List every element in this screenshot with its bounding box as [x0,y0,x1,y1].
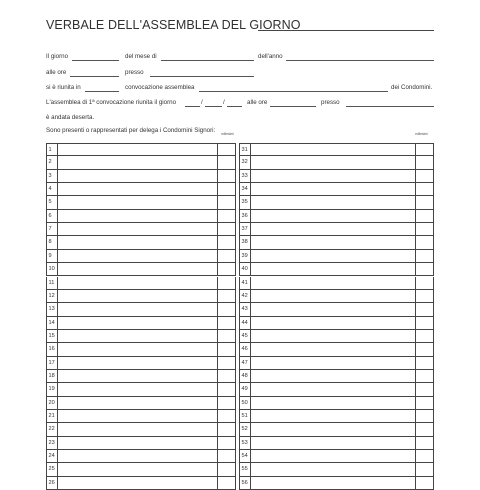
row-number: 51 [240,410,251,422]
table-row [239,450,434,463]
label-il-giorno: Il giorno [46,53,69,60]
table-row [239,183,434,196]
condomino-name-cell[interactable] [251,223,416,235]
table-row [46,370,236,383]
row-number: 10 [47,263,58,275]
millesimi-cell[interactable] [416,263,433,275]
condomino-name-cell[interactable] [58,196,218,208]
row-number: 15 [47,330,58,342]
condomino-name-cell[interactable] [251,303,416,315]
condomino-name-cell[interactable] [58,183,218,195]
label-si-e-riunita-in: si è riunita in [46,84,81,91]
table-row [239,236,434,249]
label-dei-condomini: dei Condomini. [391,84,433,91]
row-number: 9 [47,250,58,262]
millesimi-cell[interactable] [218,437,235,449]
condomino-name-cell[interactable] [58,170,218,182]
table-row [46,210,236,223]
row-number: 50 [240,397,251,409]
table-row [46,477,236,490]
millesimi-cell[interactable] [416,477,433,489]
table-row [239,317,434,330]
row-number: 14 [47,317,58,329]
row-number: 56 [240,477,251,489]
millesimi-cell[interactable] [218,210,235,222]
table-row [46,143,236,156]
field-ore-line [70,76,119,77]
millesimi-cell[interactable] [218,397,235,409]
millesimi-cell[interactable] [218,196,235,208]
condomino-name-cell[interactable] [251,370,416,382]
table-row [239,303,434,316]
table-row [239,477,434,490]
table-row [239,156,434,169]
millesimi-cell[interactable] [218,357,235,369]
millesimi-cell[interactable] [416,317,433,329]
row-number: 24 [47,450,58,462]
table-row [239,463,434,476]
mil-header-left: millesimi [221,132,234,136]
title-date-line [258,30,434,31]
condomino-name-cell[interactable] [251,450,416,462]
row-number: 52 [240,423,251,435]
millesimi-cell[interactable] [218,423,235,435]
table-row [46,183,236,196]
row-number: 48 [240,370,251,382]
row-number: 1 [47,144,58,155]
millesimi-cell[interactable] [416,357,433,369]
row-number: 18 [47,370,58,382]
condomino-name-cell[interactable] [251,196,416,208]
table-row [239,410,434,423]
table-row [239,250,434,263]
condomino-name-cell[interactable] [58,330,218,342]
field-anno-line [286,60,434,61]
millesimi-cell[interactable] [416,250,433,262]
date-slash-2: / [223,99,225,106]
row-number: 12 [47,290,58,302]
row-number: 3 [47,170,58,182]
row-number: 41 [240,277,251,289]
field-mese-line [161,60,254,61]
table-row [46,410,236,423]
table-row [239,196,434,209]
row-number: 49 [240,383,251,395]
millesimi-cell[interactable] [218,250,235,262]
table-row [46,290,236,303]
millesimi-cell[interactable] [218,277,235,289]
table-row [46,170,236,183]
table-row [46,423,236,436]
millesimi-cell[interactable] [416,423,433,435]
row-number: 36 [240,210,251,222]
condomino-name-cell[interactable] [58,463,218,475]
table-row [239,397,434,410]
condomino-name-cell[interactable] [58,437,218,449]
table-row [239,210,434,223]
table-row [46,277,236,290]
millesimi-cell[interactable] [218,236,235,248]
condomino-name-cell[interactable] [251,317,416,329]
row-number: 20 [47,397,58,409]
condomino-name-cell[interactable] [58,370,218,382]
millesimi-cell[interactable] [218,263,235,275]
condomino-name-cell[interactable] [251,343,416,355]
label-presso: presso [125,69,144,76]
millesimi-cell[interactable] [416,196,433,208]
condomino-name-cell[interactable] [58,144,218,155]
millesimi-cell[interactable] [416,397,433,409]
field-month-line [205,106,222,107]
row-number: 55 [240,463,251,475]
row-number: 23 [47,437,58,449]
row-number: 6 [47,210,58,222]
table-row [239,357,434,370]
millesimi-cell[interactable] [416,450,433,462]
table-row [46,317,236,330]
row-number: 40 [240,263,251,275]
row-number: 31 [240,144,251,155]
millesimi-cell[interactable] [416,183,433,195]
table-row [239,383,434,396]
row-number: 26 [47,477,58,489]
condomino-name-cell[interactable] [58,250,218,262]
condomino-name-cell[interactable] [58,410,218,422]
field-day-line [185,106,200,107]
row-number: 39 [240,250,251,262]
millesimi-cell[interactable] [218,410,235,422]
millesimi-cell[interactable] [218,170,235,182]
row-number: 53 [240,437,251,449]
row-number: 13 [47,303,58,315]
millesimi-cell[interactable] [416,330,433,342]
row-number: 21 [47,410,58,422]
condomino-name-cell[interactable] [251,477,416,489]
condomino-name-cell[interactable] [58,477,218,489]
millesimi-cell[interactable] [218,383,235,395]
table-row [46,437,236,450]
millesimi-cell[interactable] [416,156,433,168]
condomino-name-cell[interactable] [251,156,416,168]
row-number: 5 [47,196,58,208]
table-row [46,397,236,410]
millesimi-cell[interactable] [218,370,235,382]
condomino-name-cell[interactable] [251,330,416,342]
table-row [239,437,434,450]
condomino-name-cell[interactable] [58,343,218,355]
row-number: 37 [240,223,251,235]
table-row [46,343,236,356]
condomino-name-cell[interactable] [251,277,416,289]
condomino-name-cell[interactable] [58,317,218,329]
row-number: 8 [47,236,58,248]
condomino-name-cell[interactable] [251,397,416,409]
row-number: 25 [47,463,58,475]
millesimi-cell[interactable] [416,437,433,449]
row-number: 22 [47,423,58,435]
millesimi-cell[interactable] [218,317,235,329]
row-number: 47 [240,357,251,369]
millesimi-cell[interactable] [218,290,235,302]
table-row [46,223,236,236]
millesimi-cell[interactable] [218,477,235,489]
condomino-name-cell[interactable] [58,263,218,275]
table-row [46,196,236,209]
table-row [46,236,236,249]
condomino-name-cell[interactable] [58,357,218,369]
millesimi-cell[interactable] [218,450,235,462]
table-row [239,290,434,303]
condomino-name-cell[interactable] [251,463,416,475]
field-presso-line [150,76,254,77]
label-presenti: Sono presenti o rappresentati per delega i Condomini Signori: [46,127,216,134]
millesimi-cell[interactable] [218,303,235,315]
table-row [239,370,434,383]
field-giorno-line [72,60,119,61]
table-row [239,143,434,156]
millesimi-cell[interactable] [416,463,433,475]
row-number: 46 [240,343,251,355]
table-row [46,156,236,169]
millesimi-cell[interactable] [218,463,235,475]
row-number: 45 [240,330,251,342]
table-row [46,250,236,263]
table-row [239,223,434,236]
condomino-name-cell[interactable] [251,410,416,422]
condomino-name-cell[interactable] [251,437,416,449]
millesimi-cell[interactable] [218,223,235,235]
condomino-name-cell[interactable] [251,183,416,195]
condomino-name-cell[interactable] [251,144,416,155]
label-alle-ore: alle ore [46,69,67,76]
date-slash-1: / [201,99,203,106]
millesimi-cell[interactable] [416,383,433,395]
row-number: 42 [240,290,251,302]
field-year-line [227,106,242,107]
row-number: 35 [240,196,251,208]
condomino-name-cell[interactable] [251,210,416,222]
label-dell-anno: dell'anno [258,53,283,60]
condomino-name-cell[interactable] [251,170,416,182]
millesimi-cell[interactable] [416,277,433,289]
table-row [46,357,236,370]
label-andata-deserta: è andata deserta. [46,114,95,121]
label-alle-ore-2: alle ore [247,99,268,106]
table-row [46,450,236,463]
condomino-name-cell[interactable] [251,383,416,395]
condomino-name-cell[interactable] [251,250,416,262]
millesimi-cell[interactable] [416,370,433,382]
millesimi-cell[interactable] [218,330,235,342]
mil-header-right: millesimi [415,132,428,136]
condomino-name-cell[interactable] [58,290,218,302]
row-number: 2 [47,156,58,168]
table-row [239,277,434,290]
condomino-name-cell[interactable] [251,357,416,369]
millesimi-cell[interactable] [416,410,433,422]
millesimi-cell[interactable] [416,343,433,355]
millesimi-cell[interactable] [416,144,433,155]
millesimi-cell[interactable] [218,144,235,155]
row-number: 43 [240,303,251,315]
millesimi-cell[interactable] [416,290,433,302]
row-number: 34 [240,183,251,195]
table-row [46,383,236,396]
condomino-name-cell[interactable] [58,383,218,395]
label-convocazione-assemblea: convocazione assemblea [125,84,195,91]
condomino-name-cell[interactable] [58,423,218,435]
row-number: 19 [47,383,58,395]
row-number: 16 [47,343,58,355]
row-number: 17 [47,357,58,369]
millesimi-cell[interactable] [416,170,433,182]
condomino-name-cell[interactable] [58,277,218,289]
field-convocazione-line [199,91,388,92]
millesimi-cell[interactable] [218,183,235,195]
row-number: 4 [47,183,58,195]
page-title: VERBALE DELL'ASSEMBLEA DEL GIORNO [46,18,301,32]
field-ore-2-line [270,106,316,107]
row-number: 7 [47,223,58,235]
table-row [239,343,434,356]
condomino-name-cell[interactable] [58,450,218,462]
condomino-name-cell[interactable] [58,303,218,315]
table-row [46,463,236,476]
condomino-name-cell[interactable] [251,423,416,435]
condomino-name-cell[interactable] [58,397,218,409]
millesimi-cell[interactable] [416,236,433,248]
millesimi-cell[interactable] [218,156,235,168]
millesimi-cell[interactable] [416,210,433,222]
row-number: 11 [47,277,58,289]
table-row [46,303,236,316]
condomino-name-cell[interactable] [58,223,218,235]
condomino-name-cell[interactable] [58,156,218,168]
table-row [239,423,434,436]
label-presso-2: presso [321,99,340,106]
table-row [46,330,236,343]
millesimi-cell[interactable] [416,303,433,315]
row-number: 54 [240,450,251,462]
millesimi-cell[interactable] [218,343,235,355]
row-number: 38 [240,236,251,248]
label-del-mese-di: del mese di [125,53,157,60]
condomino-name-cell[interactable] [58,236,218,248]
row-number: 44 [240,317,251,329]
row-number: 33 [240,170,251,182]
condomino-name-cell[interactable] [251,263,416,275]
condomino-name-cell[interactable] [58,210,218,222]
condomino-name-cell[interactable] [251,290,416,302]
field-presso-2-line [346,106,434,107]
table-row [239,330,434,343]
table-row [239,170,434,183]
condomino-name-cell[interactable] [251,236,416,248]
millesimi-cell[interactable] [416,223,433,235]
field-riunita-line [85,91,119,92]
row-number: 32 [240,156,251,168]
table-row [239,263,434,276]
table-row [46,263,236,276]
label-prima-convocazione: L'assemblea di 1ª convocazione riunita il giorno [46,99,177,106]
